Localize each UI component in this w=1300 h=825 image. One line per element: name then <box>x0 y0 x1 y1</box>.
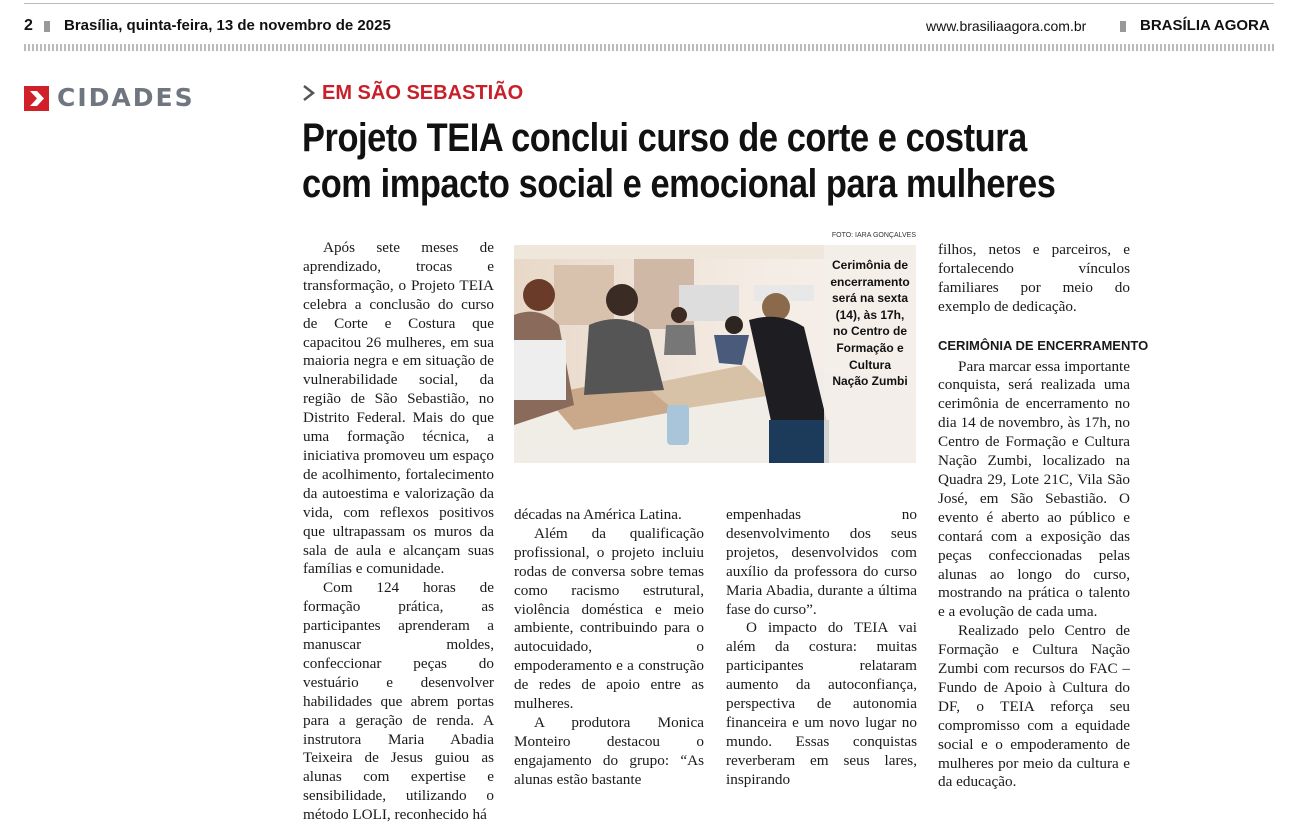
article-headline <box>302 115 1110 207</box>
chevron-right-icon <box>302 84 316 102</box>
article-subhead: CERIMÔNIA DE ENCERRAMENTO <box>938 337 1149 353</box>
dotted-rule <box>24 44 1274 51</box>
paragraph: filhos, netos e parceiros, e fortalecendo vínculos familiares por meio do exemplo de dedicação. <box>938 241 1130 315</box>
separator-square <box>1120 21 1126 32</box>
brand-name: BRASÍLIA AGORA <box>1140 17 1270 34</box>
article-column-1 <box>303 239 494 825</box>
kicker-text: EM SÃO SEBASTIÃO <box>322 82 524 104</box>
paragraph: Com 124 horas de formação prática, as participantes aprenderam a manuscar moldes, confeccionar peças do vestuário e desenvolver habilidades que abrem portas para a geração de renda. A instrutora Maria Abadia Teixeira de Jesus guiou as alunas com expertise e sensibilidade, utilizando o método LOLI, reconhecido há <box>303 579 494 824</box>
paragraph: Realizado pelo Centro de Formação e Cultura Nação Zumbi com recursos do FAC – Fundo de Apoio à Cultura do DF, o TEIA reforça seu compromisso com a equidade social e o empoderamento de mulheres por meio da cultura e da educação. <box>938 622 1130 791</box>
article-column-2 <box>514 506 704 790</box>
arrow-icon <box>24 86 49 111</box>
photo-credit: FOTO: IARA GONÇALVES <box>831 232 916 239</box>
paragraph: Para marcar essa importante conquista, será realizada uma cerimônia de encerramento no dia 14 de novembro, às 17h, no Centro de Formação e Cultura Nação Zumbi, localizado na Quadra 29, Lote 21C, Vila São José, em São Sebastião. O evento é aberto ao público e contará com a exposição das peças confeccionadas pelas alunas ao longo do curso, mostrando na prática o talento e a evolução de cada uma. <box>938 357 1130 621</box>
page-number: 2 <box>24 17 33 34</box>
headline-line: Projeto TEIA conclui curso de corte e costura <box>302 116 1027 160</box>
page-header <box>24 14 1274 40</box>
paragraph: décadas na América Latina. <box>514 506 682 523</box>
section-label: CIDADES <box>57 83 195 112</box>
photo-caption: Cerimônia de encerramento será na sexta (14), às 17h, no Centro de Formação e Cultura Nação Zumbi <box>830 258 910 389</box>
top-rule <box>24 3 1274 4</box>
article-column-3 <box>726 506 917 790</box>
headline-line: com impacto social e emocional para mulheres <box>302 162 1056 206</box>
paragraph: Após sete meses de aprendizado, trocas e transformação, o Projeto TEIA celebra a conclusão do curso de Corte e Costura que capacitou 26 mulheres, em sua maioria negra e em situação de vulnerabilidade social, da região de São Sebastião, no Distrito Federal. Mais do que uma formação técnica, a iniciativa promoveu um espaço de acolhimento, fortalecimento da autoestima e valorização da vida, com reflexos positivos que ultrapassam os muros da sala de aula e alcançam suas famílias e comunidade. <box>303 239 494 578</box>
paragraph: O impacto do TEIA vai além da costura: muitas participantes relataram aumento da autoconfiança, perspectiva de autonomia financeira e um novo lugar no mundo. Essas conquistas reverberam em seus lares, inspirando <box>726 619 917 788</box>
article-column-4 <box>938 241 1149 792</box>
publication-date: Brasília, quinta-feira, 13 de novembro de 2025 <box>64 17 391 34</box>
separator-square <box>44 21 50 32</box>
paragraph: Além da qualificação profissional, o projeto incluiu rodas de conversa sobre temas como racismo estrutural, violência doméstica e meio ambiente, contribuindo para o autocuidado, o empoderamento e a construção de redes de apoio entre as mulheres. <box>514 524 704 713</box>
paragraph: A produtora Monica Monteiro destacou o engajamento do grupo: “As alunas estão bastante <box>514 713 704 788</box>
website-link[interactable]: www.brasiliaagora.com.br <box>926 18 1087 34</box>
paragraph: empenhadas no desenvolvimento dos seus projetos, desenvolvidos com auxílio da professora do curso Maria Abadia, durante a última fase do curso”. <box>726 506 917 618</box>
